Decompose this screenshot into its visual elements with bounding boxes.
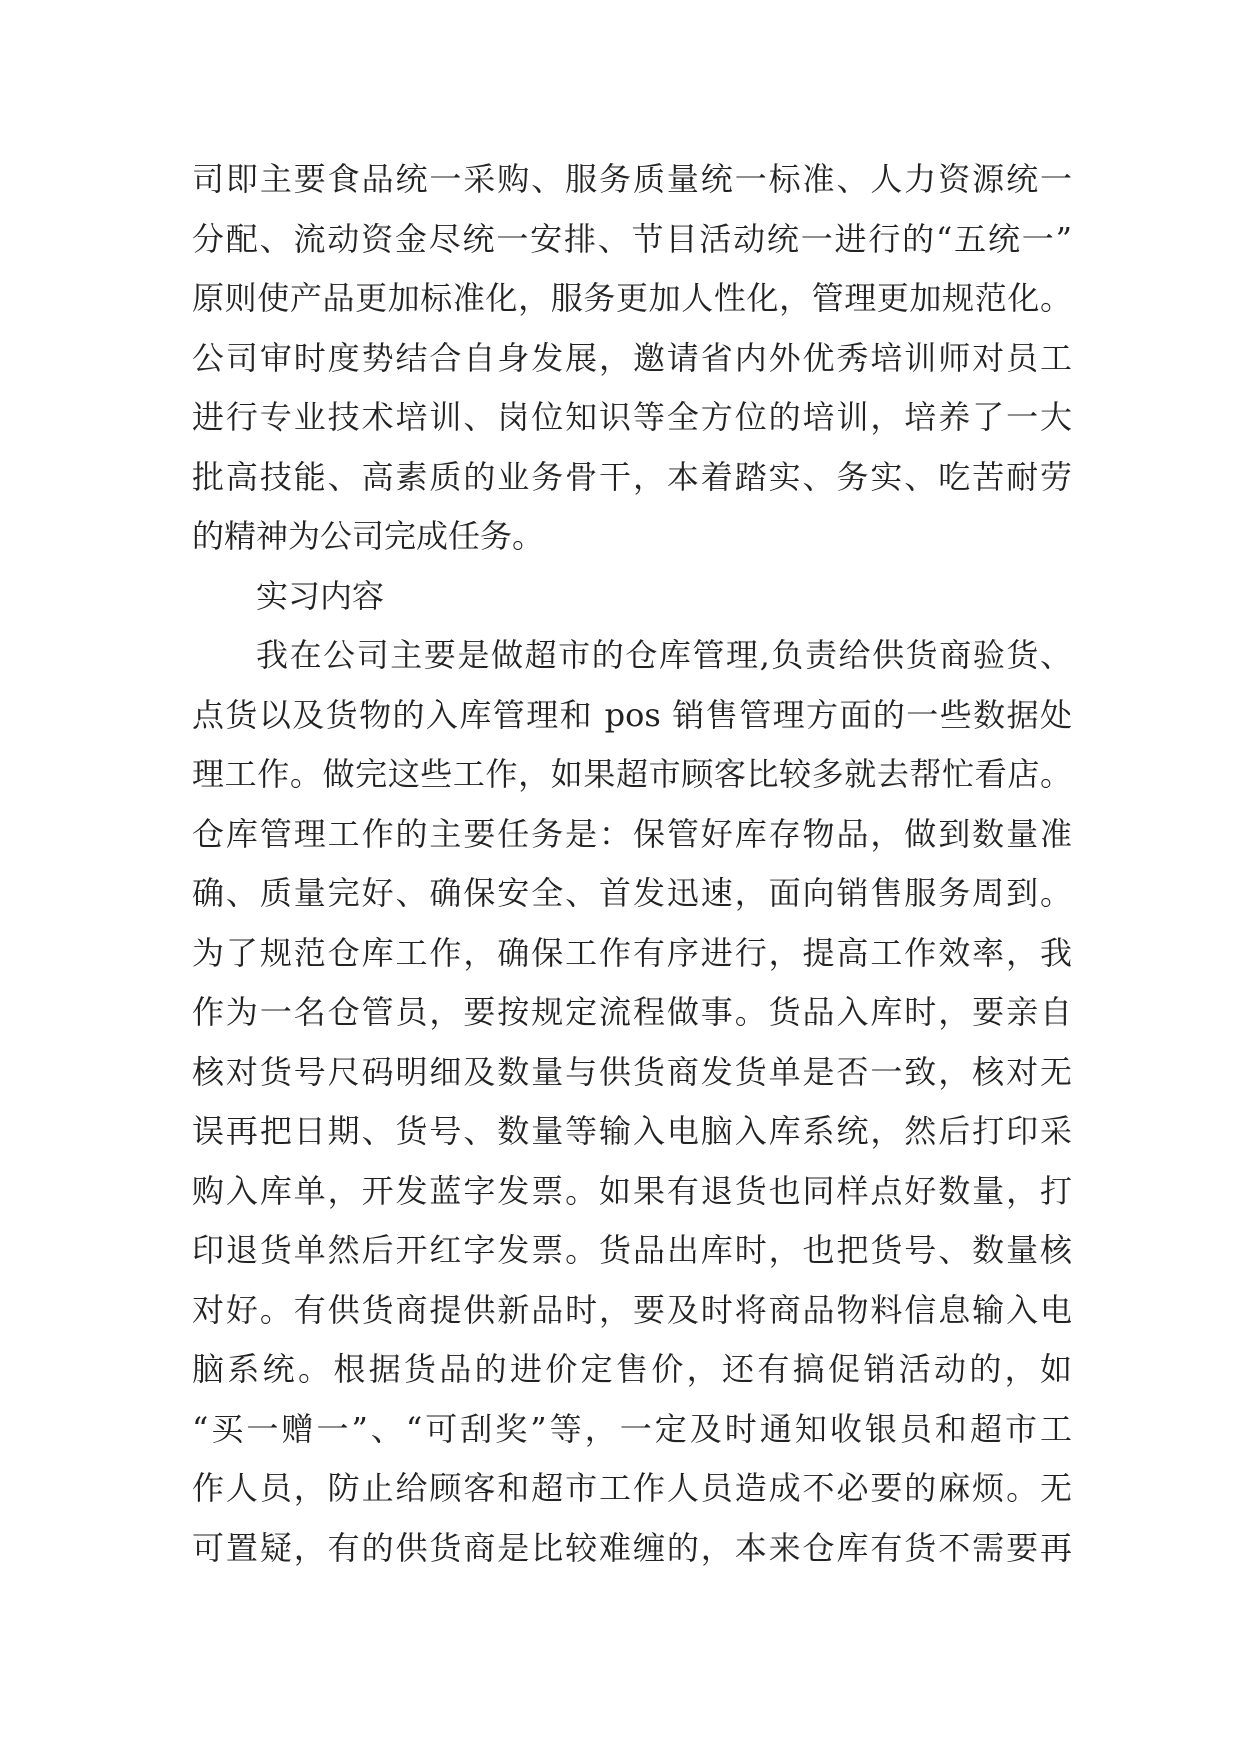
text-line: “买一赠一”、“可刮奖”等，一定及时通知收银员和超市工 (192, 1409, 1072, 1448)
document-text (192, 150, 1072, 1578)
text-line: 我在公司主要是做超市的仓库管理,负责给供货商验货、 (256, 636, 1072, 674)
text-line: 对好。有供货商提供新品时，要及时将商品物料信息输入电 (192, 1290, 1072, 1329)
text-line: 脑系统。根据货品的进价定售价，还有搞促销活动的，如 (192, 1350, 1072, 1388)
text-line: 作为一名仓管员，要按规定流程做事。货品入库时，要亲自 (192, 993, 1072, 1031)
text-line: 作人员，防止给顾客和超市工作人员造成不必要的麻烦。无 (192, 1469, 1072, 1507)
text-line: 核对货号尺码明细及数量与供货商发货单是否一致，核对无 (192, 1052, 1072, 1091)
text-line: 误再把日期、货号、数量等输入电脑入库系统，然后打印采 (192, 1112, 1072, 1150)
text-line: 进行专业技术培训、岗位知识等全方位的培训，培养了一大 (192, 398, 1072, 436)
text-line: 公司审时度势结合自身发展，邀请省内外优秀培训师对员工 (192, 338, 1072, 377)
text-line: 确、质量完好、确保安全、首发迅速，面向销售服务周到。 (192, 874, 1072, 912)
text-line: 点货以及货物的入库管理和 pos 销售管理方面的一些数据处 (192, 695, 1072, 734)
text-line: 为了规范仓库工作，确保工作有序进行，提高工作效率，我 (192, 933, 1072, 972)
text-line: 司即主要食品统一采购、服务质量统一标准、人力资源统一 (192, 160, 1072, 198)
text-line: 理工作。做完这些工作，如果超市顾客比较多就去帮忙看店。 (192, 755, 1072, 793)
text-line: 分配、流动资金尽统一安排、节目活动统一进行的“五统一” (192, 219, 1072, 258)
text-line: 购入库单，开发蓝字发票。如果有退货也同样点好数量，打 (192, 1171, 1072, 1210)
text-line: 仓库管理工作的主要任务是：保管好库存物品，做到数量准 (192, 814, 1072, 853)
text-line: 的精神为公司完成任务。 (192, 517, 545, 555)
text-line: 批高技能、高素质的业务骨干，本着踏实、务实、吃苦耐劳 (192, 457, 1072, 496)
text-line: 印退货单然后开红字发票。货品出库时，也把货号、数量核 (192, 1231, 1072, 1269)
text-line: 可置疑，有的供货商是比较难缠的，本来仓库有货不需要再 (192, 1528, 1072, 1567)
text-line: 原则使产品更加标准化，服务更加人性化，管理更加规范化。 (192, 279, 1072, 317)
section-heading: 实习内容 (256, 576, 385, 615)
